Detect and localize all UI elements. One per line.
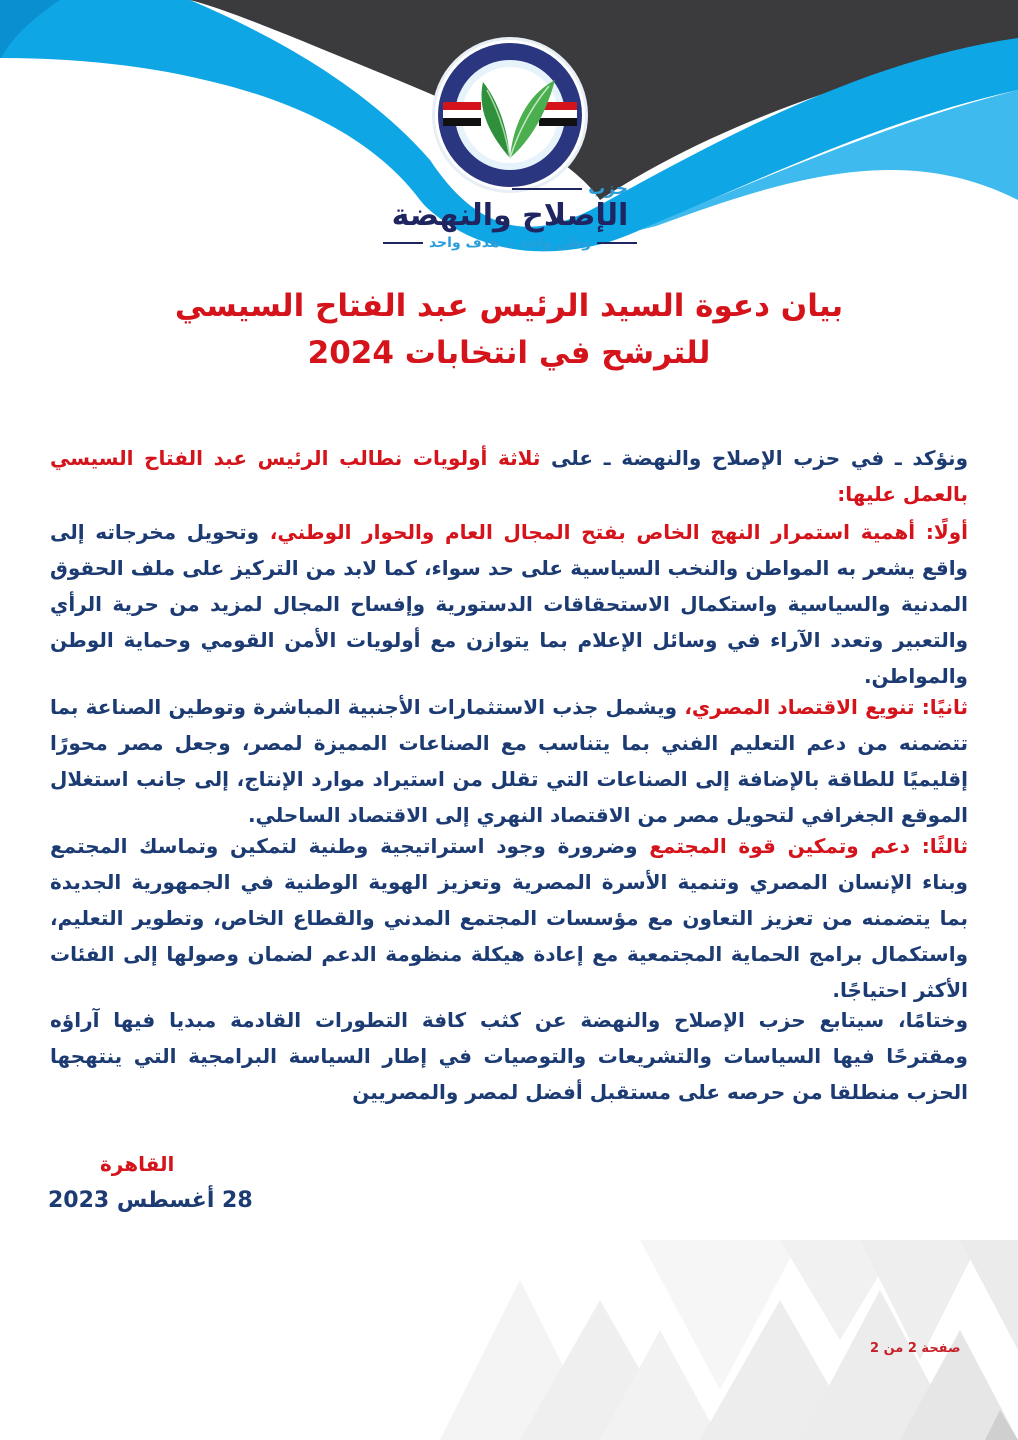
paragraph-highlight: أولًا: أهمية استمرار النهج الخاص بفتح المجال العام والحوار الوطني، [269,520,968,544]
paragraph-text: وضرورة وجود استراتيجية وطنية لتمكين وتماسك المجتمع وبناء الإنسان المصري وتنمية الأسرة المصرية وتعزيز الهوية الوطنية في الجمهورية الجديدة بما يتضمنه من تعزيز التعاون مع مؤسسات المجتمع المدني والقطاع الخاص، وتطوير التعليم، واستكمال برامج الحماية المجتمعية مع إعادة هيكلة منظومة الدعم لضمان وصولها إلى الفئات الأكثر احتياجًا. [50,834,968,1002]
divider-line [512,188,582,190]
flag-right-white [539,110,577,118]
footer-diamond-pattern [0,1240,1018,1440]
signature-date: 28 أغسطس 2023 [48,1188,253,1213]
signature-place: القاهرة [100,1152,175,1176]
paragraph-highlight: ثانيًا: تنويع الاقتصاد المصري، [684,695,968,719]
paragraph-text: وتحويل مخرجاته إلى واقع يشعر به المواطن والنخب السياسية على حد سواء، كما لابد من التركيز على ملف الحقوق المدنية والسياسية واستكمال الاستحقاقات الدستورية وإفساح المجال لمزيد من حرية الرأي والتعبير وتعدد الآراء في وسائل الإعلام بما يتوازن مع أولويات الأمن القومي وحماية الوطن والمواطن. [50,520,968,688]
paragraph-second [50,689,968,833]
paragraph-highlight: ثالثًا: دعم وتمكين قوة المجتمع [649,834,968,858]
title-line-2: للترشح في انتخابات 2024 [307,335,711,371]
paragraph-text: وختامًا، سيتابع حزب الإصلاح والنهضة عن كثب كافة التطورات القادمة مبديا فيها آراؤه ومقترحًا فيها السياسات والتشريعات والتوصيات في إطار السياسة البرامجية التي ينتهجها الحزب منطلقا من حرصه على مستقبل أفضل لمصر والمصريين [50,1008,968,1104]
paragraph-first [50,514,968,694]
title-line-1: بيان دعوة السيد الرئيس عبد الفتاح السيسي [174,288,844,324]
flag-left-black [443,118,481,126]
party-prefix: حزب [588,179,628,199]
intro-paragraph [50,440,968,512]
intro-text: ونؤكد ـ في حزب الإصلاح والنهضة ـ على [540,446,968,470]
flag-right-black [539,118,577,126]
party-logo [435,40,585,190]
divider-line [597,242,637,244]
divider-line [383,242,423,244]
party-slogan: وطن واحد .. هدف واحد [428,235,592,251]
intro-highlight: ثلاثة أولويات نطالب الرئيس عبد الفتاح السيسي بالعمل عليها: [50,446,968,506]
paragraph-closing [50,1002,968,1110]
paragraph-third [50,828,968,1008]
paragraph-text: ويشمل جذب الاستثمارات الأجنبية المباشرة وتوطين الصناعة بما تتضمنه من دعم التعليم الفني بما يتناسب مع الصناعات المميزة لمصر، وجعل مصر محورًا إقليميًا للطاقة بالإضافة إلى الصناعات التي تقلل من استيراد موارد الإنتاج، إلى جانب استغلال الموقع الجغرافي لتحويل مصر من الاقتصاد النهري إلى الاقتصاد الساحلي. [50,695,968,827]
party-name: الإصلاح والنهضة [391,198,629,233]
flag-left-white [443,110,481,118]
party-wordmark [370,180,650,252]
page-number: صفحة 2 من 2 [870,1341,961,1356]
flag-left-red [443,102,481,110]
document-title [100,283,918,377]
